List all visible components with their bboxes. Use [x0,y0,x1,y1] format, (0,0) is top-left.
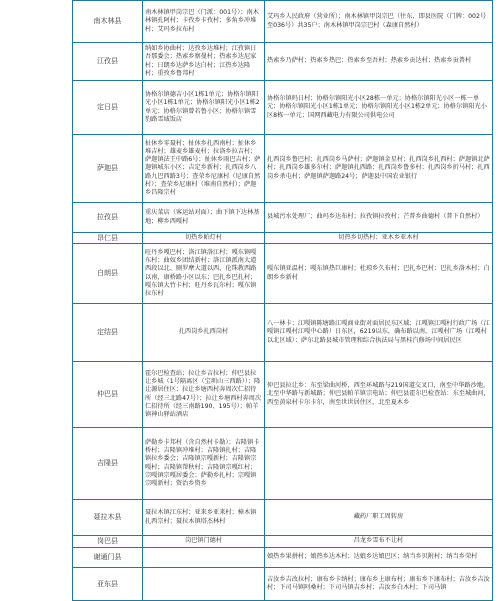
table-row [73,1,493,43]
county-cell: 岗巴县 [73,536,143,548]
area-cell: 仲巴县拉让乡：东至梁曲河桥，西至环城路与219国道交叉口，南至中华路沙地，北至中华路与新城路；仲巴县帕羊镇宗电站；仲巴县霍尔巴检查站：东至城曲河，西至黄泉村卡尔卡尔，南至世世居住区，北至夏木乡 [265,362,493,428]
county-cell: 江孜县 [73,43,143,81]
table-row [73,500,493,536]
area-cell: 扎西岗乡鲁巴村；扎西岗乡马萨村；萨迦镇金星村；扎西岗乡扎西村；萨迦镇北萨村；扎西岗乡雄多尔村；萨迦镇扎西路；扎西岗乡鲁多村；扎西岗乡折马村；扎西岗乡杀屯村；萨迦镇萨迦路24号；萨迦县中国农业银行 [265,135,493,203]
county-cell: 亚东县 [73,568,143,601]
table-row [73,203,493,233]
area-cell: 聂拉木镇江东村；亚来乡亚来村；樟木镇扎西宗村；聂拉木镇塔杰林村 [143,500,265,536]
county-cell: 萨迦县 [73,135,143,203]
area-cell: 岗巴镇门德村 [143,536,265,548]
county-cell: 仲巴县 [73,362,143,428]
county-cell: 吉隆县 [73,428,143,500]
area-cell: 八一林卡；江嘎镇陈塘路江嘎商业街对面居民东区域；江嘎镇江嘎村行政广场（江嘎镇江嘎村江嘎中心路）日东区，6219以东，确布路以南，江嘎村广场（江嘎村以北区域）；萨尔北路县城市管理和综合执法局与黑桂汽修场中间居民区 [265,304,493,362]
county-cell: 拉孜县 [73,203,143,233]
area-cell: 萨勒乡卡邦村（含自然村卡勒）；吉隆镇卡桥村；吉隆镇冲堆村；吉隆镇扎村；吉隆镇拉乡委会；吉隆镇宗嘎新村；吉隆镇宗嘎村；吉隆镇帮秋村；吉隆镇宗嘎红村；宗嘎镇宗嘎居委会；萨勒乡扎村；宗嘎镇宗嘎新村；资治乡资乡 [143,428,265,500]
area-cell [143,568,265,601]
table-row [73,548,493,568]
table-row [73,536,493,548]
table-row [73,304,493,362]
area-cell: 重庆菜店（客运站对面）；曲下镇下达林基地；柳乡西嘎村 [143,203,265,233]
table-row [73,568,493,601]
area-cell [265,428,493,500]
area-cell: 扯休乡零聂村；扯休乡扎西南村；扯休乡堆吉村；雄麦乡雄麦村；拉洛乡拉吉村；萨迦镇法王中路6号；扯休乡雨巴吉村；萨迦镇城东小区；吉定乡新村；扎西岗乡八路九巴西路3号；查荣乡尼康村（尼康自然村）；查荣乡尼康村（堆南自然村）；萨迦乡昌隆宗村 [143,135,265,203]
area-cell: 霍尔巴检查站；拉让乡吉拉村；仲巴县拉让乡城（1号隔离区（宝圳山三西路））；隆让源居住区；拉让乡塘西村奔周次仁招待所（经三北路47号）；拉让乡塘西村奔周次仁招待所（经三南路190、195号）；帕羊镇神山驿站酒店 [143,362,265,428]
county-cell: 聂拉木县 [73,500,143,536]
area-cell: 嘎东镇亚温村；嘎东镇热巨康村；杜琼乡久布村；巴扎乡巴村；巴扎乡洛木村；白朗乡乡新村 [265,244,493,304]
area-cell: 切热乡帕灯村 [143,233,265,244]
table-row [73,362,493,428]
county-cell: 昂仁县 [73,233,143,244]
area-cell: 吉汝乡吉改拉村；康布乡卡纳村；康布乡上康布村；康布乡下康布村；吉汝乡吉汝村；下司马镇阿桑村；下司马镇吉乡村；吉汝乡白木村；下司马镇 [265,568,493,601]
area-cell: 扎西岗乡扎西岗村 [143,304,265,362]
area-cell: 热索乡乃萨村；热索乡热巴；热索乡至吾村；热索乡贡达村；热索乡贡普村 [265,43,493,81]
table-row [73,81,493,135]
table-body [73,1,493,601]
table-row [73,135,493,203]
county-cell: 定日县 [73,81,143,135]
area-cell: 艾玛乡人民政府（营业所）；南木林镇甲岗宗巴（往东，即县医院（门牌：002号至036号）共35户；南木林镇甲岗宗巴村（森康自然村） [265,1,493,43]
county-cell: 白朗县 [73,244,143,304]
area-cell: 娘热乡果拼村；娘热乡达木村；达娘乡达娘巴区；纳当乡贝附村；纳当乡荣村 [265,548,493,568]
table-row [73,244,493,304]
table-row [73,233,493,244]
county-cell: 定结县 [73,304,143,362]
area-cell: 南木林镇甲岗宗巴（门派：001号）；南木林镇孔阿村；卡孜乡卡孜村；多角乡冲堆村；艾玛乡拉布村 [143,1,265,43]
area-cell: 旺丹乡嘎巴村；洛江镇洛江村；嘎东镇嘎东村；曲奴乡团结新村；洛江镇派南大道西段以北、厕罗摩大道以西，伦珠教西路以南，康桥路小区以东；巴扎乡巴扎村；嘎东镇大竹卡村；旺丹乡瓦尔村；嘎东镇拉东村 [143,244,265,304]
area-cell: 切热乡切热村；亚木乡亚木村 [265,233,493,244]
area-cell: 藏药厂职工周转房 [265,500,493,536]
area-cell: 县城污水处理厂；曲玛乡达布村；拉孜镇拉孜村；芒普乡曲德村（普下自然村） [265,203,493,233]
county-cell: 南木林县 [73,1,143,43]
area-cell [143,548,265,568]
county-cell: 谢通门县 [73,548,143,568]
area-cell: 纳如乡协曲村；达孜乡达堆村；江孜镇日吾那委会；热索乡察曼村；热索乡达尼家村；日朗乡达萨乡达白村；江热乡达隆村；重孜乡鲁邦村 [143,43,265,81]
table-row [73,428,493,500]
table-row [73,43,493,81]
area-cell: 协格尔镇吗日村；协格尔镇阳光小区28栋一单元；协格尔镇阳光小区一栋一单元；协格尔镇阳光小区1栋1单元；协格尔镇阳光小区1栋2单元；协格尔镇阳光小区8栋一单元；国网西藏电力有限公司供电公司 [265,81,493,135]
county-area-table [72,0,493,601]
area-cell: 协格尔镇德吉小区1栋1单元；协格尔镇阳光小区1栋1单元；协格尔镇阳光小区1栋2单元；协格尔镇曾若鲁小区；协格尔镇雪豹路雪域饭店 [143,81,265,135]
area-cell: 昌龙乡雪布不让村 [265,536,493,548]
